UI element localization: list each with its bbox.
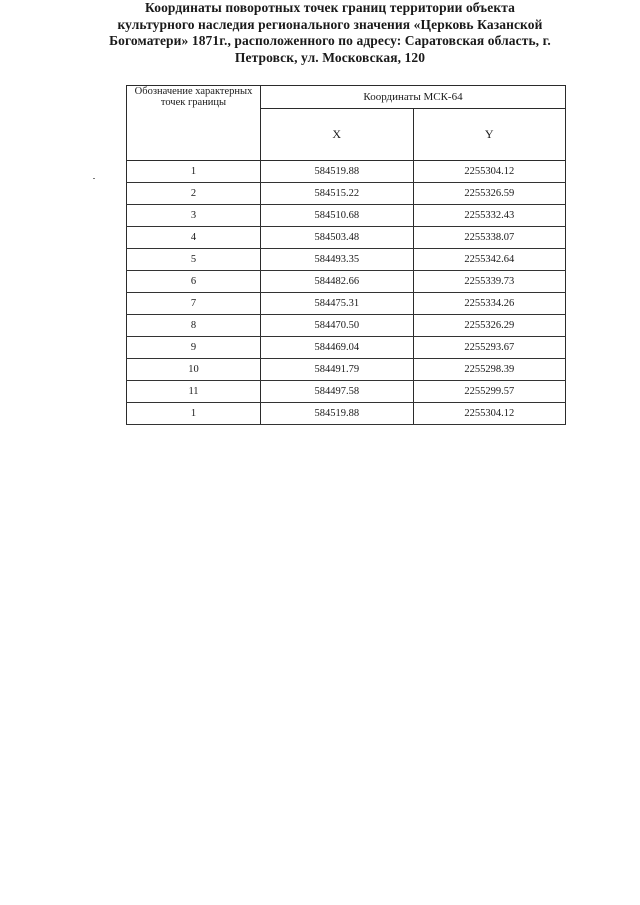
- cell-x: 584491.79: [261, 359, 414, 381]
- title-line: Координаты поворотных точек границ территории объекта: [145, 0, 515, 15]
- cell-y: 2255304.12: [413, 161, 566, 183]
- cell-y: 2255342.64: [413, 249, 566, 271]
- cell-y: 2255299.57: [413, 381, 566, 403]
- cell-x: 584470.50: [261, 315, 414, 337]
- cell-point: 1: [127, 403, 261, 425]
- title-line: Богоматери» 1871г., расположенного по адресу: Саратовская область, г.: [109, 33, 551, 48]
- cell-y: 2255326.29: [413, 315, 566, 337]
- cell-point: 2: [127, 183, 261, 205]
- cell-y: 2255334.26: [413, 293, 566, 315]
- cell-point: 10: [127, 359, 261, 381]
- cell-y: 2255298.39: [413, 359, 566, 381]
- table-body: [127, 161, 566, 425]
- cell-y: 2255304.12: [413, 403, 566, 425]
- cell-y: 2255332.43: [413, 205, 566, 227]
- cell-point: 9: [127, 337, 261, 359]
- cell-point: 1: [127, 161, 261, 183]
- header-coordinates-system: Координаты МСК-64: [261, 86, 566, 109]
- table-row: [127, 205, 566, 227]
- cell-x: 584497.58: [261, 381, 414, 403]
- cell-y: 2255293.67: [413, 337, 566, 359]
- cell-point: 4: [127, 227, 261, 249]
- table-row: [127, 359, 566, 381]
- table-row: [127, 315, 566, 337]
- cell-point: 6: [127, 271, 261, 293]
- cell-point: 5: [127, 249, 261, 271]
- cell-x: 584503.48: [261, 227, 414, 249]
- table-row: [127, 381, 566, 403]
- cell-x: 584493.35: [261, 249, 414, 271]
- cell-y: 2255339.73: [413, 271, 566, 293]
- table-row: [127, 183, 566, 205]
- cell-point: 7: [127, 293, 261, 315]
- table-row: [127, 403, 566, 425]
- header-x: X: [261, 109, 414, 161]
- table-row: [127, 293, 566, 315]
- table-row: [127, 337, 566, 359]
- cell-point: 11: [127, 381, 261, 403]
- cell-x: 584515.22: [261, 183, 414, 205]
- title-line: Петровск, ул. Московская, 120: [234, 49, 426, 65]
- cell-x: 584510.68: [261, 205, 414, 227]
- table-row: [127, 271, 566, 293]
- header-y: Y: [413, 109, 566, 161]
- cell-y: 2255338.07: [413, 227, 566, 249]
- table-row: [127, 227, 566, 249]
- title-line: культурного наследия регионального значения «Церковь Казанской: [117, 16, 543, 32]
- table-row: [127, 161, 566, 183]
- cell-x: 584475.31: [261, 293, 414, 315]
- cell-x: 584469.04: [261, 337, 414, 359]
- cell-y: 2255326.59: [413, 183, 566, 205]
- cell-x: 584482.66: [261, 271, 414, 293]
- table-row: [127, 249, 566, 271]
- header-point-designation: Обозначение характерных точек границы: [127, 86, 261, 161]
- cell-x: 584519.88: [261, 403, 414, 425]
- document-title: [70, 0, 590, 66]
- coordinates-table: [126, 85, 566, 425]
- cell-point: 3: [127, 205, 261, 227]
- cell-point: 8: [127, 315, 261, 337]
- scan-speck: [93, 178, 95, 179]
- cell-x: 584519.88: [261, 161, 414, 183]
